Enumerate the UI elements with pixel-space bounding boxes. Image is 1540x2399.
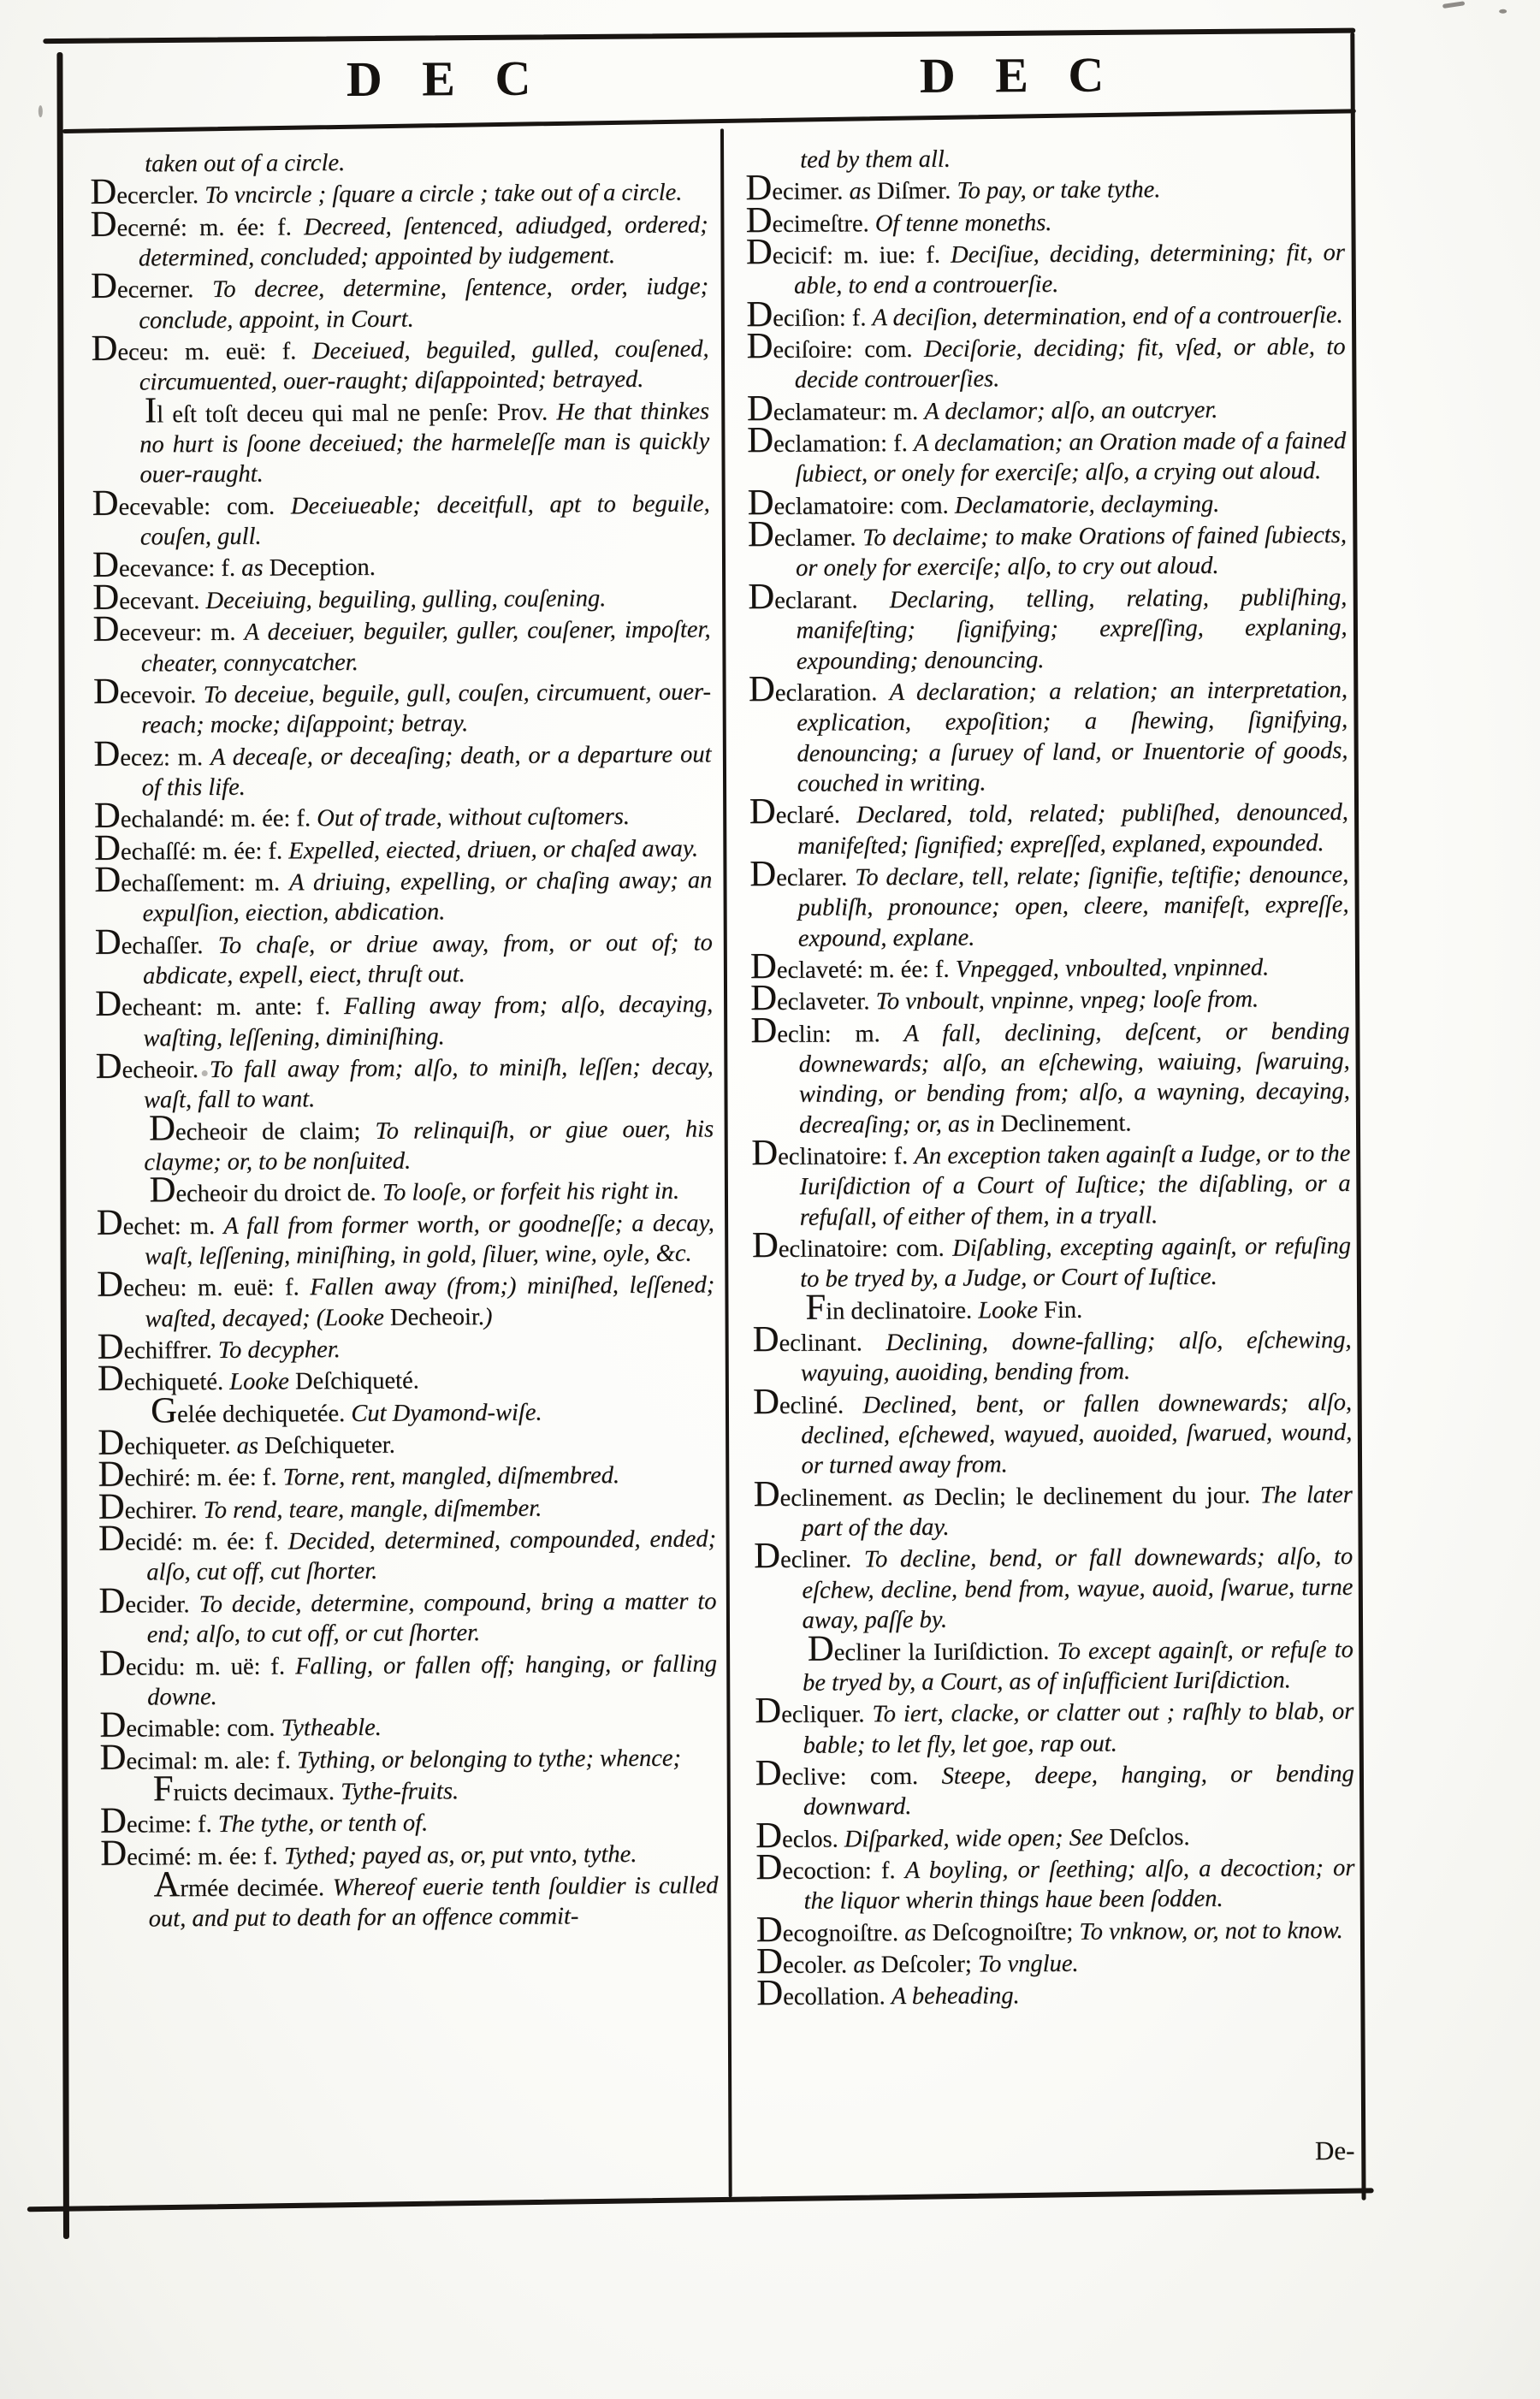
column-divider-rule: [720, 128, 732, 2197]
entry-segment: Declamatorie, declayming.: [954, 490, 1220, 519]
dictionary-entry: [96, 1107, 714, 1178]
dictionary-entry: [98, 1580, 717, 1650]
entry-segment: A declamor; alſo, an outcryer.: [924, 396, 1218, 425]
entry-segment: Out of trade, without cuſtomers.: [317, 803, 631, 832]
entry-segment: To rend, teare, mangle, diſmember.: [203, 1495, 542, 1524]
dictionary-entry: [747, 420, 1347, 490]
entry-segment: Tything, or belonging to tythe; whence;: [296, 1744, 682, 1774]
entry-segment: ted by them all.: [800, 145, 951, 174]
dictionary-entry: [755, 1628, 1353, 1698]
entry-segment: A declamation; an Oration made of a fained ſubiect, or onely for exerciſe; alſo, a crying out aloud.: [795, 427, 1347, 489]
entry-segment: The later part of the day.: [801, 1481, 1353, 1542]
entry-segment: Dechaſſement: m.: [94, 859, 290, 900]
dictionary-entry: [755, 1846, 1355, 1917]
dictionary-entry: [97, 1359, 715, 1400]
entry-segment: Declaring, telling, relating, publiſhing, manifeſting; ſignifying; expreſſing, explaning, expounding; denouncing.: [796, 583, 1348, 675]
dictionary-entry: [751, 1224, 1352, 1295]
entry-segment: Decerné: m. ée: f.: [90, 204, 305, 245]
entry-segment: Decheoir de claim;: [148, 1107, 376, 1149]
entry-segment: Decreed, ſentenced, adiudged, ordered; determined, concluded; appointed by iudgement.: [138, 211, 708, 272]
dictionary-entry: [746, 293, 1345, 335]
entry-segment: Decognoiſtre.: [755, 1909, 905, 1950]
entry-segment: A beheading.: [891, 1982, 1020, 2011]
entry-segment: Tythe-fruits.: [341, 1778, 459, 1805]
entry-segment: A declaration; a relation; an interpretation, explication, expoſition; a ſhewing, ſignifying, denouncing; a ſuruey of land, or Inuentorie of goods, couched in writing.: [797, 676, 1348, 797]
entry-segment: A driuing, expelling, or chaſing away; an expulſion, eiection, abdication.: [142, 867, 713, 927]
entry-segment: Declinatoire: com.: [751, 1224, 953, 1266]
entry-segment: Gelée dechiquetée.: [150, 1389, 352, 1431]
entry-segment: To vnglue.: [977, 1950, 1079, 1978]
dictionary-entry: [745, 231, 1345, 302]
entry-segment: Declamatoire: com.: [747, 482, 955, 523]
dictionary-entry: [746, 326, 1346, 396]
paper-speck: [202, 1070, 208, 1076]
entry-segment: Decimeſtre.: [745, 199, 875, 240]
entry-segment: Deciſiue, deciding, determining; fit, or able, to end a controuerſie.: [794, 239, 1345, 300]
entry-segment: as: [904, 1919, 933, 1946]
entry-segment: Cut Dyamond-wiſe.: [351, 1399, 542, 1427]
entry-segment: Decoler.: [755, 1940, 854, 1982]
entry-segment: Fallen away (from;) miniſhed, leſſened; waſted, decayed; (Looke: [145, 1271, 715, 1333]
dictionary-entry: [99, 1800, 718, 1842]
entry-segment: Declinement.: [753, 1473, 903, 1514]
entry-segment: Decicif: m. iue: f.: [745, 231, 951, 273]
dictionary-entry: [756, 1973, 1355, 2014]
dictionary-entry: [100, 1768, 718, 1810]
entry-segment: Deceiuing, beguiling, gulling, couſening.: [205, 584, 607, 614]
dictionary-entry: [755, 1691, 1354, 1761]
entry-segment: Torne, rent, mangled, diſmembred.: [282, 1462, 620, 1491]
entry-segment: Declaveté: m. ée: f.: [749, 945, 956, 987]
dictionary-entry: [92, 390, 710, 490]
entry-segment: Tythed; payed as, or, put vnto, tythe.: [283, 1840, 637, 1870]
entry-segment: Decimal: m. ale: f.: [99, 1737, 298, 1778]
entry-segment: Deceiueable; deceitfull, apt to beguile, couſen, gull.: [139, 490, 710, 551]
dictionary-entry: [752, 1381, 1353, 1482]
dictionary-entry: [749, 945, 1349, 987]
dictionary-entry: [100, 1864, 719, 1934]
dictionary-entry: [755, 1815, 1354, 1856]
entry-segment: Dechiré: m. ée: f.: [98, 1454, 283, 1496]
dictionary-entry: [92, 577, 710, 618]
entry-segment: Decimable: com.: [99, 1704, 281, 1745]
entry-segment: Declinement.: [1000, 1110, 1132, 1138]
entry-segment: Declaré.: [749, 791, 857, 832]
dictionary-column-right: [745, 142, 1355, 2013]
entry-segment: Decollation.: [756, 1973, 891, 2014]
entry-segment: Decevoir.: [92, 671, 204, 712]
entry-segment: To iert, clacke, or clatter out ; raſhly to blab, or bable; to let fly, let goe, rap out.: [803, 1698, 1354, 1759]
entry-segment: as: [903, 1484, 935, 1511]
entry-segment: A boyling, or ſeething; alſo, a decoction; or the liquor wherin things haue been ſodden.: [803, 1854, 1355, 1916]
catchword: De-: [1314, 2135, 1355, 2166]
dictionary-entry: [99, 1704, 717, 1745]
dictionary-entry: [745, 142, 1344, 176]
entry-segment: as: [241, 555, 270, 583]
dictionary-entry: [92, 671, 712, 741]
dictionary-entry: [98, 1454, 715, 1496]
entry-segment: Decimer.: [745, 168, 850, 209]
paper-speck: [1499, 9, 1507, 14]
dictionary-entry: [98, 1518, 717, 1589]
entry-segment: Declined, bent, or fallen downewards; alſo, declined, eſchewed, wayued, auoided, ſwarued, wound, or turned away from.: [801, 1389, 1353, 1480]
entry-segment: Dechiqueter.: [98, 1422, 237, 1463]
dictionary-entry: [748, 668, 1348, 800]
entry-segment: Fin.: [1043, 1296, 1083, 1324]
entry-segment: taken out of a circle.: [145, 150, 346, 178]
header-rule: [62, 109, 1356, 133]
entry-segment: Decheoir du droict de.: [149, 1170, 382, 1211]
dictionary-entry: [98, 1643, 718, 1713]
entry-segment: To deceiue, beguile, gull, couſen, circumuent, ouer-reach; mocke; diſappoint; betray.: [141, 678, 712, 739]
dictionary-entry: [748, 576, 1348, 677]
entry-segment: Decided, determined, compounded, ended; alſo, cut off, cut ſhorter.: [146, 1525, 717, 1586]
entry-segment: Decliner la Iuriſdiction.: [807, 1628, 1057, 1669]
dictionary-entry: [749, 853, 1349, 954]
running-head-left: D E C: [346, 50, 545, 108]
entry-segment: A fall from former worth, or goodneſſe; a decay, waſt, leſſening, miniſhing, in gold, ſiluer, wine, oyle, &c.: [144, 1210, 714, 1271]
entry-segment: Declos.: [755, 1815, 844, 1856]
entry-segment: Falling, or fallen off; hanging, or falling downe.: [147, 1650, 718, 1711]
left-page-border: [56, 52, 69, 2239]
entry-segment: Decevable: com.: [92, 483, 291, 524]
dictionary-entry: [746, 388, 1346, 429]
entry-segment: An exception taken againſt a Iudge, or to the Iuriſdiction of a Court of Iuſtice; the diſabling, or a refuſall, of either of them, in a tryall.: [799, 1140, 1351, 1231]
entry-segment: Declin; le declinement du jour.: [933, 1482, 1260, 1511]
dictionary-entry: [90, 171, 708, 213]
entry-segment: Decider.: [98, 1580, 199, 1621]
entry-segment: Deſclos.: [1109, 1823, 1190, 1851]
entry-segment: Steepe, deepe, hanging, or bending downward.: [803, 1760, 1354, 1821]
entry-segment: A deceaſe, or deceaſing; death, or a departure out of this life.: [141, 740, 712, 802]
entry-segment: To vncircle ; ſquare a circle ; take out of a circle.: [204, 179, 683, 210]
dictionary-entry: [755, 1909, 1355, 1950]
entry-segment: Expelled, eiected, driuen, or chaſed away.: [288, 835, 699, 864]
entry-segment: Deceveur: m.: [92, 608, 245, 649]
entry-segment: Dechalandé: m. ée: f.: [93, 795, 317, 837]
dictionary-entry: [755, 1752, 1354, 1823]
dictionary-entry: [754, 1536, 1353, 1636]
dictionary-entry: [95, 983, 714, 1054]
dictionary-entry: [98, 1422, 715, 1463]
entry-segment: Declaration.: [748, 668, 890, 709]
entry-segment: To decypher.: [217, 1336, 341, 1365]
entry-segment: To fall away from; alſo, to miniſh, leſſen; decay, waſt, fall to want.: [143, 1053, 714, 1114]
entry-segment: as: [236, 1432, 265, 1460]
dictionary-entry: [94, 921, 713, 992]
dictionary-entry: [96, 1170, 714, 1211]
entry-segment: Deſchiqueter.: [264, 1431, 395, 1460]
entry-segment: A fall, declining, deſcent, or bending downewards; alſo, an eſchewing, waiuing, ſwaruing, winding, or bending from; alſo, a wayning, decaying, decreaſing; or, as in: [798, 1017, 1350, 1139]
entry-segment: To looſe, or forfeit his right in.: [382, 1177, 680, 1207]
entry-segment: Dechaſſé: m. ée: f.: [93, 827, 289, 868]
entry-segment: Il eſt toſt deceu qui mal ne penſe: Prov.: [144, 390, 557, 431]
entry-segment: Falling away from; alſo, decaying, waſting, leſſening, diminiſhing.: [143, 991, 714, 1052]
dictionary-entry: [750, 1010, 1350, 1140]
entry-segment: Declamer.: [747, 514, 863, 555]
entry-segment: Deſchiqueté.: [294, 1367, 419, 1395]
entry-segment: Declinatoire: f.: [751, 1132, 915, 1174]
dictionary-entry: [97, 1264, 715, 1335]
entry-segment: Dechiqueté.: [97, 1359, 230, 1400]
entry-segment: Declive: com.: [755, 1752, 942, 1793]
dictionary-entry: [98, 1486, 716, 1527]
dictionary-entry: [98, 1389, 715, 1431]
entry-segment: Dechaſſer.: [94, 921, 218, 963]
entry-segment: To except againſt, or refuſe to be tryed by, a Court, as of inſufficient Iuriſdiction.: [802, 1636, 1353, 1697]
entry-segment: Of tenne moneths.: [874, 209, 1052, 237]
entry-segment: as: [849, 178, 878, 205]
entry-segment: Fin declinatoire.: [805, 1287, 979, 1328]
entry-segment: Declin: m.: [750, 1010, 904, 1051]
entry-segment: To decide, determine, compound, bring a matter to end; alſo, to cut off, or cut ſhorter.: [146, 1588, 717, 1649]
dictionary-entry: [91, 328, 709, 398]
top-rule: [43, 28, 1355, 44]
entry-segment: Whereof euerie tenth ſouldier is culled out, and put to death for an offence commit-: [148, 1872, 719, 1933]
dictionary-entry: [747, 514, 1347, 584]
entry-segment: Decliner.: [754, 1536, 864, 1577]
entry-segment: Declining, downe-falling; alſo, eſchewing, wayuing, auoiding, bending from.: [800, 1326, 1352, 1388]
entry-segment: Dechirer.: [98, 1486, 204, 1527]
entry-segment: Deceu: m. euë: f.: [91, 328, 312, 369]
dictionary-entry: [93, 827, 712, 868]
dictionary-entry: [95, 1045, 714, 1116]
entry-segment: ): [483, 1303, 493, 1330]
entry-segment: He that thinkes no hurt is ſoone deceiued; the harmeleſſe man is quickly ouer-raught.: [139, 398, 710, 489]
dictionary-entry: [750, 978, 1349, 1019]
dictionary-entry: [753, 1473, 1353, 1544]
dictionary-entry: [92, 545, 710, 586]
entry-segment: Vnpegged, vnboulted, vnpinned.: [955, 954, 1270, 983]
entry-segment: Declamateur: m.: [746, 388, 925, 429]
entry-segment: Decidu: m. uë: f.: [98, 1643, 296, 1684]
entry-segment: Decerner.: [90, 266, 213, 307]
entry-segment: Deception.: [269, 554, 376, 583]
entry-segment: To declare, tell, relate; ſignifie, teſtifie; denounce, publiſh, pronounce; open, cleere, manifeſt, expreſſe, expound, explane.: [797, 861, 1349, 952]
entry-segment: Fruicts decimaux.: [152, 1768, 341, 1810]
entry-segment: Looke: [978, 1296, 1045, 1324]
entry-segment: Declinant.: [752, 1319, 886, 1360]
dictionary-entry: [752, 1287, 1351, 1328]
dictionary-entry: [755, 1940, 1355, 1982]
dictionary-entry: [752, 1319, 1352, 1389]
entry-segment: Decez: m.: [93, 733, 211, 774]
running-head-right: D E C: [919, 46, 1118, 104]
entry-segment: To declaime; to make Orations of fained ſubiects, or onely for exerciſe; alſo, to cry out aloud.: [796, 521, 1347, 583]
entry-segment: Deciſoire: com.: [746, 326, 925, 367]
dictionary-entry: [90, 145, 708, 180]
entry-segment: Diſmer.: [876, 177, 957, 205]
entry-segment: Decliné.: [752, 1381, 863, 1422]
entry-segment: Diſabling, excepting againſt, or refuſing to be tryed by, a Judge, or Court of Iuſtice.: [800, 1232, 1352, 1294]
entry-segment: Dechet: m.: [96, 1202, 224, 1243]
dictionary-entry: [100, 1833, 718, 1874]
entry-segment: Deſcognoiſtre;: [932, 1918, 1080, 1946]
entry-segment: Armée decimée.: [153, 1864, 333, 1905]
entry-segment: Decime: f.: [99, 1800, 218, 1842]
dictionary-entry: [92, 608, 711, 679]
entry-segment: Deciſion: f.: [746, 293, 873, 335]
entry-segment: Declamation: f.: [747, 420, 915, 461]
entry-segment: To vnboult, vnpinne, vnpeg; looſe from.: [875, 986, 1259, 1016]
dictionary-entry: [90, 266, 709, 336]
entry-segment: as: [853, 1952, 881, 1979]
dictionary-entry: [749, 791, 1348, 862]
dictionary-entry: [97, 1326, 715, 1367]
entry-segment: Deceiued, beguiled, gulled, couſened, circumuented, ouer-raught; diſappointed; betrayed.: [139, 335, 709, 396]
entry-segment: Looke: [229, 1368, 296, 1396]
entry-segment: Decheoir.: [389, 1303, 485, 1331]
entry-segment: A deciſion, determination, end of a controuerſie.: [872, 301, 1343, 331]
entry-segment: Decidé: m. ée: f.: [98, 1518, 288, 1559]
dictionary-entry: [96, 1202, 714, 1272]
dictionary-entry: [745, 168, 1344, 209]
entry-segment: Dechiffrer.: [97, 1326, 218, 1367]
dictionary-entry: [93, 733, 712, 803]
entry-segment: Declaveter.: [750, 978, 876, 1019]
entry-segment: Deciſorie, deciding; fit, vſed, or able, to decide controuerſies.: [794, 333, 1346, 394]
entry-segment: To relinquiſh, or giue ouer, his clayme; or, to be nonſuited.: [144, 1116, 714, 1176]
dictionary-entry: [745, 199, 1345, 240]
dictionary-entry: [93, 795, 712, 837]
entry-segment: Decheoir.: [95, 1045, 210, 1087]
entry-segment: To decline, bend, or fall downewards; alſo, to eſchew, decline, bend from, wayue, auoid, ſwarue, turne away, paſſe by.: [802, 1543, 1353, 1634]
entry-segment: Deſcoler;: [880, 1951, 978, 1979]
entry-segment: Diſparked, wide open; See: [844, 1824, 1110, 1853]
dictionary-entry: [99, 1737, 718, 1778]
dictionary-entry: [90, 204, 708, 274]
dictionary-entry: [92, 483, 710, 553]
entry-segment: Tytheable.: [281, 1714, 382, 1742]
entry-segment: Decoction: f.: [755, 1846, 905, 1888]
entry-segment: Declarer.: [749, 853, 856, 895]
dictionary-entry: [94, 859, 713, 929]
bottom-rule: [27, 2188, 1374, 2212]
dictionary-entry: [747, 482, 1347, 523]
dictionary-column-left: [90, 145, 719, 1934]
dictionary-entry: [751, 1132, 1351, 1233]
entry-segment: Decimé: m. ée: f.: [100, 1833, 284, 1874]
entry-segment: To chaſe, or driue away, from, or out of; to abdicate, expell, eiect, thruſt out.: [142, 929, 713, 990]
entry-segment: To pay, or take tythe.: [957, 176, 1161, 204]
paper-speck: [1442, 1, 1465, 9]
entry-segment: Decliquer.: [755, 1691, 873, 1732]
entry-segment: Decevant.: [92, 577, 206, 618]
paper-speck: [38, 105, 43, 117]
entry-segment: Decercler.: [90, 171, 205, 213]
entry-segment: To decree, determine, ſentence, order, iudge; conclude, appoint, in Court.: [139, 273, 709, 335]
entry-segment: The tythe, or tenth of.: [217, 1810, 429, 1839]
entry-segment: Declarant.: [748, 576, 890, 617]
entry-segment: Decevance: f.: [92, 545, 242, 586]
entry-segment: Decheu: m. euë: f.: [97, 1264, 311, 1306]
entry-segment: A deceiuer, beguiler, guller, couſener, impoſter, cheater, connycatcher.: [140, 616, 711, 677]
entry-segment: Decheant: m. ante: f.: [95, 983, 344, 1025]
entry-segment: To vnknow, or, not to know.: [1079, 1916, 1343, 1946]
entry-segment: Declared, told, related; publiſhed, denounced, manifeſted; ſignified; expreſſed, explaned, expounded.: [797, 799, 1348, 860]
